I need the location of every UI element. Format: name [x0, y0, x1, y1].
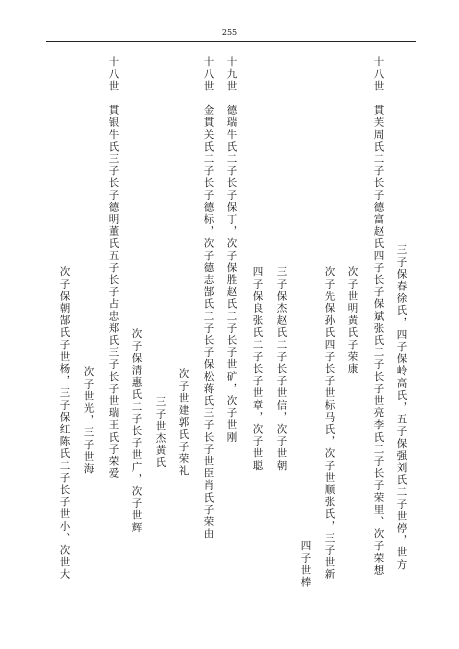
text-column-11: 三子世杰黄氏: [154, 396, 167, 469]
text-column-9: 四子保良张氏二子长子世章，次子世聪: [251, 266, 264, 472]
text-column-8: 三子保杰赵氏二子长子世信，次子世朝: [275, 266, 288, 472]
text-column-10: 次子世建郭氏子荣礼: [177, 368, 190, 477]
text-column-3: 次子世明黄氏子荣康: [346, 266, 359, 375]
text-column-5: 四子世棒: [299, 540, 312, 589]
text-column-1: 十八世 貫芙周氏二子长子德富赵氏四子长子保斌张氏二子长子世亮李氏二子长子荣里、次子荣想: [372, 56, 385, 577]
text-column-13: 次子保清惠氏二子长子世广，次子世辉: [130, 328, 143, 534]
text-column-2: 三子保春徐氏，四子保岭高氏，五子保强刘氏二子世停，世方: [395, 244, 408, 571]
text-column-15: 次子保朝郜氏子世杨，三子保红陈氏二子长子世小、次世大: [58, 266, 71, 581]
header-rule: [46, 41, 416, 42]
text-column-4: 次子先保孙氏四子长子世标马氏，次子世顺张氏，三子世新: [323, 266, 336, 581]
text-column-12: 十八世 貫银牛氏三子长子德明董氏五子长子占忠郑氏三子长子世瑞王氏子荣爱: [107, 56, 120, 480]
text-column-14: 次子世光，三子世海: [82, 366, 95, 475]
text-column-7: 十八世 金貫关氏二子长子德标，次子德志郜氏二子长子保松蒋氏三子长子世臣肖氏子荣由: [202, 56, 215, 540]
page-number: 255: [221, 28, 238, 37]
text-column-6: 十九世 德瑞牛氏二子长子保丁，次子保胜赵氏二子长子世矿，次子世刚: [225, 56, 238, 444]
